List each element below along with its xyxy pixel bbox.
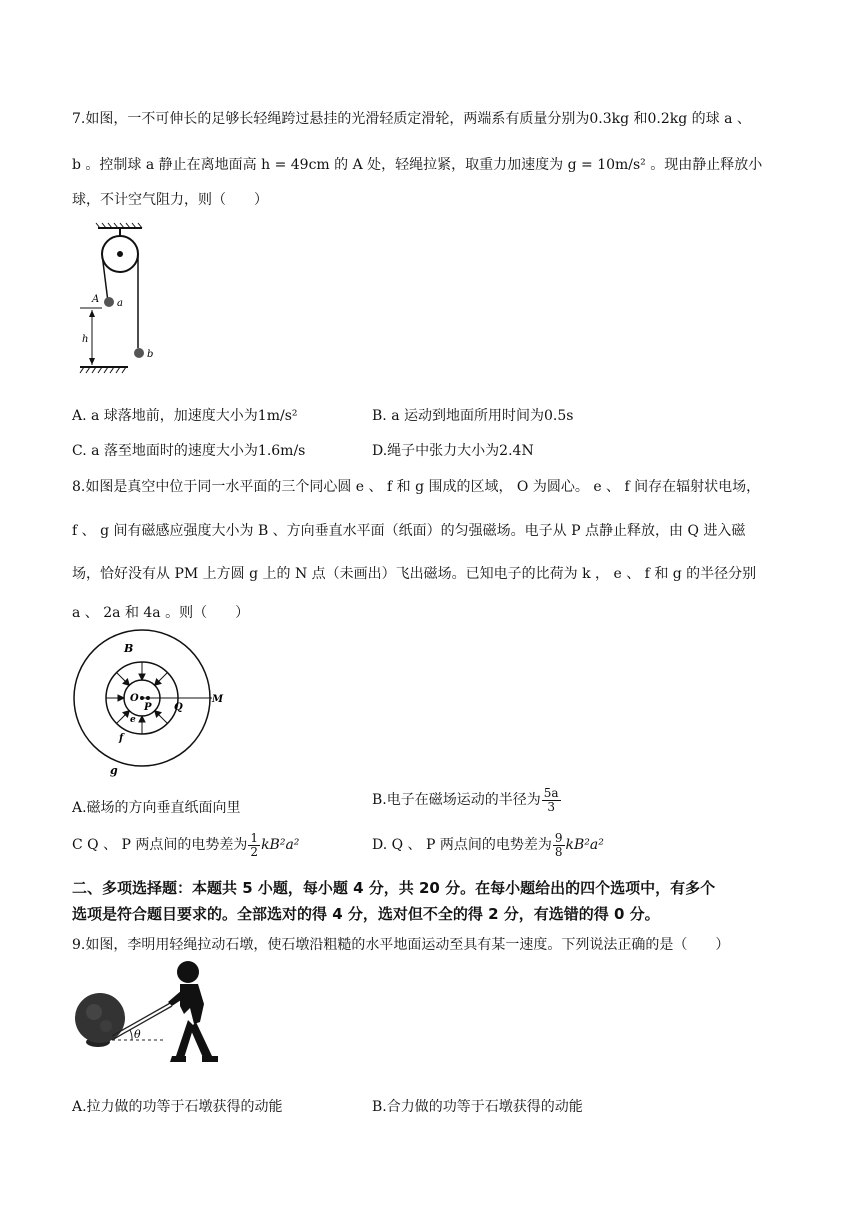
q7-option-A: A. a 球落地前，加速度大小为1m/s² — [72, 408, 298, 424]
q8-option-C-suffix: kB²a² — [261, 837, 300, 854]
q8-stem-line4: a 、 2a 和 4a 。则（ ） — [72, 605, 250, 621]
q8-stem-line2: f 、 g 间有磁感应强度大小为 B 、方向垂直水平面（纸面）的匀强磁场。电子从 P 点静止释放，由 Q 进入磁 — [72, 523, 746, 539]
q7-option-D: D.绳子中张力大小为2.4N — [372, 443, 534, 459]
q8-option-C — [72, 832, 299, 858]
fraction-numerator: 1 — [250, 831, 259, 845]
fraction — [248, 832, 260, 858]
q8-concentric-circles-figure — [72, 628, 232, 778]
label-e: e — [130, 715, 136, 725]
label-A: A — [92, 294, 100, 305]
q8-option-D-suffix: kB²a² — [565, 837, 604, 854]
q8-option-D — [372, 832, 604, 858]
fraction-denominator: 8 — [554, 844, 563, 859]
fraction-numerator: 5a — [543, 786, 559, 800]
q7-option-C: C. a 落至地面时的速度大小为1.6m/s — [72, 443, 306, 459]
q8-stem-line3: 场，恰好没有从 PM 上方圆 g 上的 N 点（未画出）飞出磁场。已知电子的比荷为 k ， e 、 f 和 g 的半径分别 — [72, 566, 757, 582]
q8-option-C-prefix: C Q 、 P 两点间的电势差为 — [72, 837, 248, 854]
label-M: M — [212, 694, 224, 705]
section2-heading-line2: 选项是符合题目要求的。全部选对的得 4 分，选对但不全的得 2 分，有选错的得 0 分。 — [72, 905, 660, 923]
label-h: h — [82, 334, 89, 345]
q7-option-B: B. a 运动到地面所用时间为0.5s — [372, 408, 574, 424]
label-g: g — [110, 764, 118, 777]
q7-stem-line3: 球，不计空气阻力，则（ ） — [72, 192, 268, 208]
label-O: O — [130, 693, 139, 704]
label-a: a — [117, 298, 123, 309]
q9-option-A: A.拉力做的功等于石墩获得的动能 — [72, 1099, 283, 1115]
fraction — [542, 787, 561, 813]
q7-stem-line2: b 。控制球 a 静止在离地面高 h = 49cm 的 A 处，轻绳拉紧，取重力加速度为 g = 10m/s² 。现由静止释放小 — [72, 157, 763, 173]
label-theta: θ — [134, 1028, 141, 1041]
fraction — [553, 832, 565, 858]
fraction-denominator: 2 — [250, 844, 259, 859]
q8-option-A: A.磁场的方向垂直纸面向里 — [72, 800, 241, 816]
label-B: B — [124, 642, 134, 655]
q7-stem-line1: 7.如图，一不可伸长的足够长轻绳跨过悬挂的光滑轻质定滑轮，两端系有质量分别为0.3kg 和0.2kg 的球 a 、 — [72, 111, 751, 127]
q8-stem-line1: 8.如图是真空中位于同一水平面的三个同心圆 e 、 f 和 g 围成的区域， O 为圆心。 e 、 f 间存在辐射状电场， — [72, 479, 761, 495]
q7-pulley-figure — [76, 222, 166, 377]
q9-option-B: B.合力做的功等于石墩获得的动能 — [372, 1099, 583, 1115]
label-Q: Q — [174, 702, 183, 713]
q9-stem-line1: 9.如图，李明用轻绳拉动石墩，使石墩沿粗糙的水平地面运动至具有某一速度。下列说法正确的是（ ） — [72, 937, 730, 953]
q8-option-B-prefix: B.电子在磁场运动的半径为 — [372, 792, 541, 809]
q8-option-D-prefix: D. Q 、 P 两点间的电势差为 — [372, 837, 552, 854]
q9-person-pulling-stone-figure — [72, 960, 222, 1075]
section2-heading-line1: 二、多项选择题：本题共 5 小题，每小题 4 分，共 20 分。在每小题给出的四个选项中，有多个 — [72, 879, 716, 897]
label-b: b — [147, 349, 154, 360]
fraction-denominator: 3 — [547, 799, 555, 814]
label-P: P — [144, 702, 152, 713]
q8-option-B — [372, 787, 562, 813]
label-f: f — [119, 733, 124, 744]
fraction-numerator: 9 — [554, 831, 563, 845]
